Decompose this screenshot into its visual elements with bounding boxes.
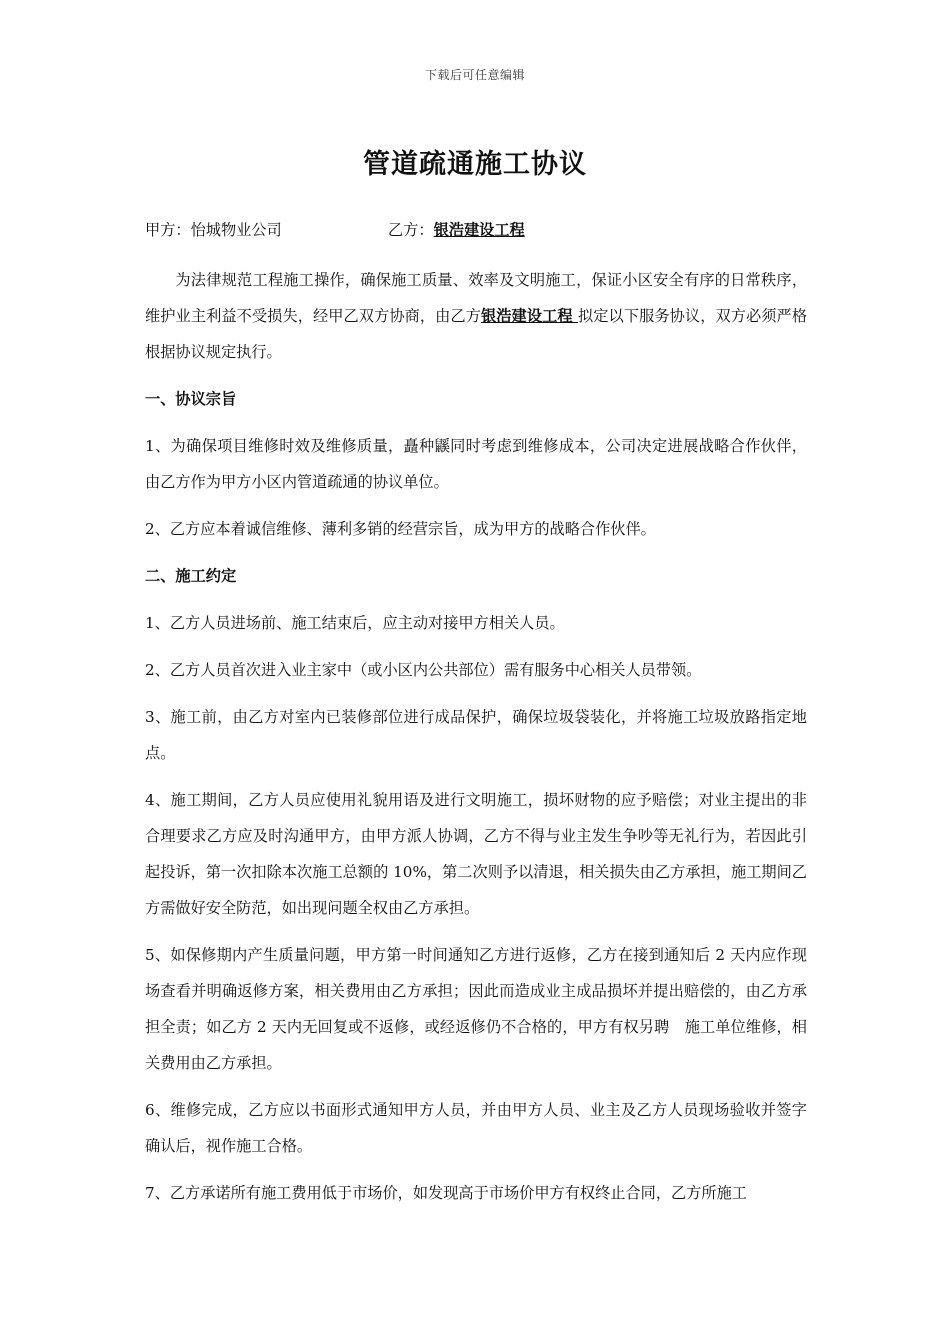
- intro-text-before: 为法律规范工程施工操作，确保施工质量、效率及文明施工，保证小区安全有序的日常秩序，维护业主利益不受损失，经甲乙双方协商，由乙方: [145, 271, 807, 325]
- clause-construction-1: 1、乙方人员进场前、施工结束后，应主动对接甲方相关人员。: [145, 614, 565, 632]
- intro-paragraph: [145, 262, 807, 370]
- clause-construction-4: 4、施工期间，乙方人员应使用礼貌用语及进行文明施工，损坏财物的应予赔偿；对业主提出的非合理要求乙方应及时沟通甲方，由甲方派人协调，乙方不得与业主发生争吵等无礼行为，若因此引起投诉，第一次扣除本次施工总额的 10%，第二次则予以清退，相关损失由乙方承担，施工期间乙方需做好安全防范，如出现问题全权由乙方承担。: [145, 791, 807, 917]
- party-a: 甲方：怡城物业公司: [145, 221, 282, 239]
- section-heading-purpose: 一、协议宗旨: [145, 390, 237, 408]
- document-body: [145, 212, 807, 1222]
- document-title: 管道疏通施工协议: [363, 149, 587, 180]
- clause-construction-3: 3、施工前，由乙方对室内已装修部位进行成品保护，确保垃圾袋装化，并将施工垃圾放路指定地点。: [145, 708, 807, 762]
- intro-text-after: 拟定以下服务协议，双方必须严格根据协议规定执行。: [145, 307, 808, 361]
- party-b: [388, 212, 525, 248]
- clause-purpose-2: 2、乙方应本着诚信维修、薄利多销的经营宗旨，成为甲方的战略合作伙伴。: [145, 520, 656, 538]
- clause-construction-5: 5、如保修期内产生质量问题，甲方第一时间通知乙方进行返修，乙方在接到通知后 2 天内应作现场查看并明确返修方案，相关费用由乙方承担；因此而造成业主成品损坏并提出赔偿的，由乙方承担全责；如乙方 2 天内无回复或不返修，或经返修仍不合格的，甲方有权另聘 施工单位维修，相关费用由乙方承担。: [145, 946, 807, 1072]
- header-note: 下载后可任意编辑: [424, 68, 525, 82]
- clause-construction-6: 6、维修完成，乙方应以书面形式通知甲方人员，并由甲方人员、业主及乙方人员现场验收并签字确认后，视作施工合格。: [145, 1101, 807, 1155]
- party-b-name: 银浩建设工程: [433, 221, 525, 239]
- clause-construction-7: 7、乙方承诺所有施工费用低于市场价，如发现高于市场价甲方有权终止合同，乙方所施工: [145, 1184, 747, 1202]
- section-heading-construction: 二、施工约定: [145, 567, 237, 585]
- parties-line: [145, 212, 807, 248]
- clause-construction-2: 2、乙方人员首次进入业主家中（或小区内公共部位）需有服务中心相关人员带领。: [145, 661, 702, 679]
- intro-party-b-name: 银浩建设工程: [481, 307, 579, 325]
- clause-purpose-1: 1、为确保项目维修时效及维修质量，矗种鼷同时考虑到维修成本，公司决定进展战略合作伙伴，由乙方作为甲方小区内管道疏通的协议单位。: [145, 437, 807, 491]
- party-b-label: 乙方：: [388, 221, 434, 239]
